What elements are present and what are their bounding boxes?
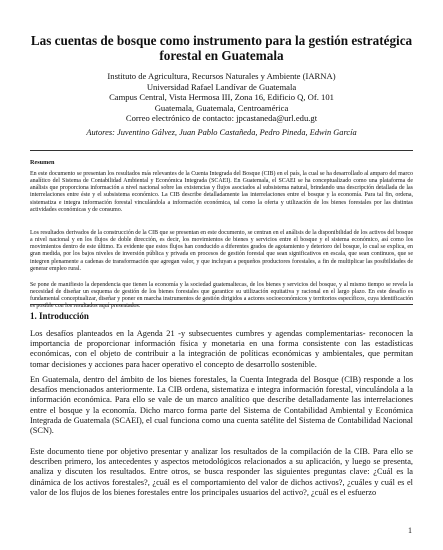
abstract-top-rule bbox=[30, 150, 413, 151]
paper-title: Las cuentas de bosque como instrumento para la gestión estratégica forestal en Guatemala bbox=[30, 33, 413, 63]
contact-email: Correo electrónico de contacto: jpcastaneda@url.edu.gt bbox=[125, 113, 318, 124]
affiliation-city: Guatemala, Guatemala, Centroamérica bbox=[154, 102, 289, 113]
affiliation-block bbox=[30, 71, 413, 124]
affiliation-university: Universidad Rafael Landívar de Guatemala bbox=[146, 81, 297, 92]
author-list: Autores: Juventino Gálvez, Juan Pablo Castañeda, Pedro Pineda, Edwin García bbox=[86, 128, 357, 137]
body-paragraph: Este documento tiene por objetivo presentar y analizar los resultados de la compilación de la CIB. Para ello se describen primero, los antecedentes y aspectos metodológicos relacionados a su aplicación, y luego se presenta, analiza y discuten los resultados. Entre otros, se busca responder las siguientes preguntas clave: ¿Cuál es la dinámica de los activos forestales?, ¿cuál es el comportamiento del valor de dichos activos?, ¿cuáles y cuál es el valor de los flujos de los bienes forestales entre los principales usuarios del activo?, ¿cuál es el esfuerzo bbox=[30, 447, 413, 497]
abstract-paragraph: Se pone de manifiesto la dependencia que tienen la economía y la sociedad guatemaltecas, de los bienes y servicios del bosque, y al mismo tiempo se revela la necesidad de diseñar un esquema de gestión de los bienes forestales que garantice su utilización equitativa y racional en el largo plazo. En este desafío es fundamental conceptualizar, diseñar y poner en marcha instrumentos de gestión dirigidos a actores socioeconómicos y territorios específicos, cuya identificación es posible con los resultados aquí presentados. bbox=[30, 282, 413, 310]
body-paragraph: En Guatemala, dentro del ámbito de los bienes forestales, la Cuenta Integrada del Bosque (CIB) responde a los desafíos mencionados anteriormente. La CIB ordena, sistematiza e integra información forestal, vinculándola a la información económica. Para ello se vale de un marco analítico que describe detalladamente las interrelaciones entre el bosque y la economía. Dicho marco forma parte del Sistema de Contabilidad Ambiental y Económica Integrada de Guatemala (SCAEI), el cual funciona como una cuenta satélite del Sistema de Contabilidad Nacional (SCN). bbox=[30, 375, 413, 436]
body-paragraph: Los desafíos planteados en la Agenda 21 -y subsecuentes cumbres y agendas complementarias- reconocen la importancia de proporcionar información física y monetaria en una forma consistente con las estadísticas económicas, con el objeto de contribuir a la integración de políticas económicas y ambientales, que permitan tomar decisiones y acciones para hacer operativo el concepto de desarrollo sostenible. bbox=[30, 329, 413, 369]
abstract-paragraph: Los resultados derivados de la construcción de la CIB que se presentan en este documento, se centran en el análisis de la disponibilidad de los activos del bosque a nivel nacional y en los flujos de doble dirección, es decir, los movimientos de bienes y servicios entre el bosque y el sistema económico, así como los movimientos dentro de este último. Es evidente que estos flujos han conducido a diferentes grados de agotamiento y deterioro del bosque, lo cual se explica, en gran medida, por los bajos niveles de inversión pública y privada en procesos de gestión forestal que sean significativos en escala, que sean continuos, que se integren plenamente a cadenas de transformación que agregan valor, y que incluyan a pequeños productores forestales, a fin de multiplicar las posibilidades de generar empleo rural. bbox=[30, 230, 413, 272]
affiliation-campus: Campus Central, Vista Hermosa III, Zona 16, Edificio Q, Of. 101 bbox=[109, 92, 334, 103]
abstract-bottom-rule bbox=[30, 304, 413, 305]
page-number: 1 bbox=[408, 526, 412, 535]
abstract-paragraph: En este documento se presentan los resultados más relevantes de la Cuenta Integrada del Bosque (CIB) en el país, la cual se ha desarrollado al amparo del marco analítico del Sistema de Contabilidad Ambiental y Económica Integrada (SCAEI). En Guatemala, el SCAEI se ha conceptualizado como una plataforma de análisis que proporciona información a nivel nacional sobre las existencias y flujos asociados al subsistema natural, brindando una descripción detallada de las interrelaciones entre éste y el subsistema económico. La CIB describe detalladamente las interrelaciones entre el bosque y la economía. Para tal fin, ordena, sistematiza e integra información forestal vinculándola a información económica, tal como la oferta y utilización de los bienes forestales por las distintas actividades económicas y de consumo. bbox=[30, 171, 413, 213]
abstract-heading: Resumen bbox=[30, 159, 55, 166]
affiliation-institute: Instituto de Agricultura, Recursos Naturales y Ambiente (IARNA) bbox=[107, 71, 336, 81]
section-heading: 1. Introducción bbox=[30, 311, 89, 321]
